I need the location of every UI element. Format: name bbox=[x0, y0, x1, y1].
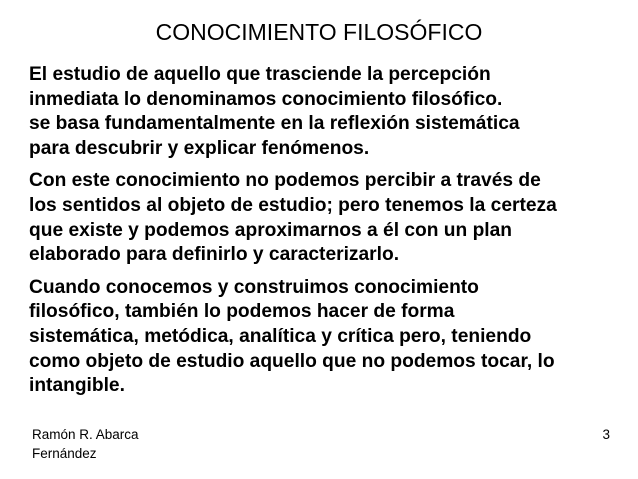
paragraph-line: filosófico, también lo podemos hacer de forma bbox=[29, 301, 455, 323]
paragraph-line: Con este conocimiento no podemos percibir a través de bbox=[29, 170, 541, 192]
paragraph-2 bbox=[29, 169, 625, 267]
paragraph-3 bbox=[29, 276, 625, 399]
paragraph-line: sistemática, metódica, analítica y crítica pero, teniendo bbox=[29, 325, 532, 347]
author-line: Ramón R. Abarca bbox=[32, 427, 139, 442]
paragraph-line: elaborado para definirlo y caracterizarlo. bbox=[29, 244, 400, 266]
paragraph-line: inmediata lo denominamos conocimiento filosófico. bbox=[29, 88, 503, 110]
footer-author bbox=[32, 425, 139, 463]
paragraph-line: Cuando conocemos y construimos conocimiento bbox=[29, 276, 479, 298]
paragraph-line: los sentidos al objeto de estudio; pero tenemos la certeza bbox=[29, 194, 557, 216]
page-number: 3 bbox=[602, 427, 610, 442]
paragraph-line: para descubrir y explicar fenómenos. bbox=[29, 137, 370, 159]
author-line: Fernández bbox=[32, 446, 97, 461]
slide-body bbox=[29, 63, 625, 407]
slide-title: CONOCIMIENTO FILOSÓFICO bbox=[155, 19, 483, 45]
paragraph-line: intangible. bbox=[29, 375, 125, 397]
paragraph-line: se basa fundamentalmente en la reflexión sistemática bbox=[29, 113, 520, 135]
paragraph-line: El estudio de aquello que trasciende la percepción bbox=[29, 64, 491, 85]
paragraph-line: como objeto de estudio aquello que no podemos tocar, lo bbox=[29, 350, 555, 372]
paragraph-line: que existe y podemos aproximarnos a él con un plan bbox=[29, 219, 513, 241]
paragraph-1 bbox=[29, 63, 625, 161]
